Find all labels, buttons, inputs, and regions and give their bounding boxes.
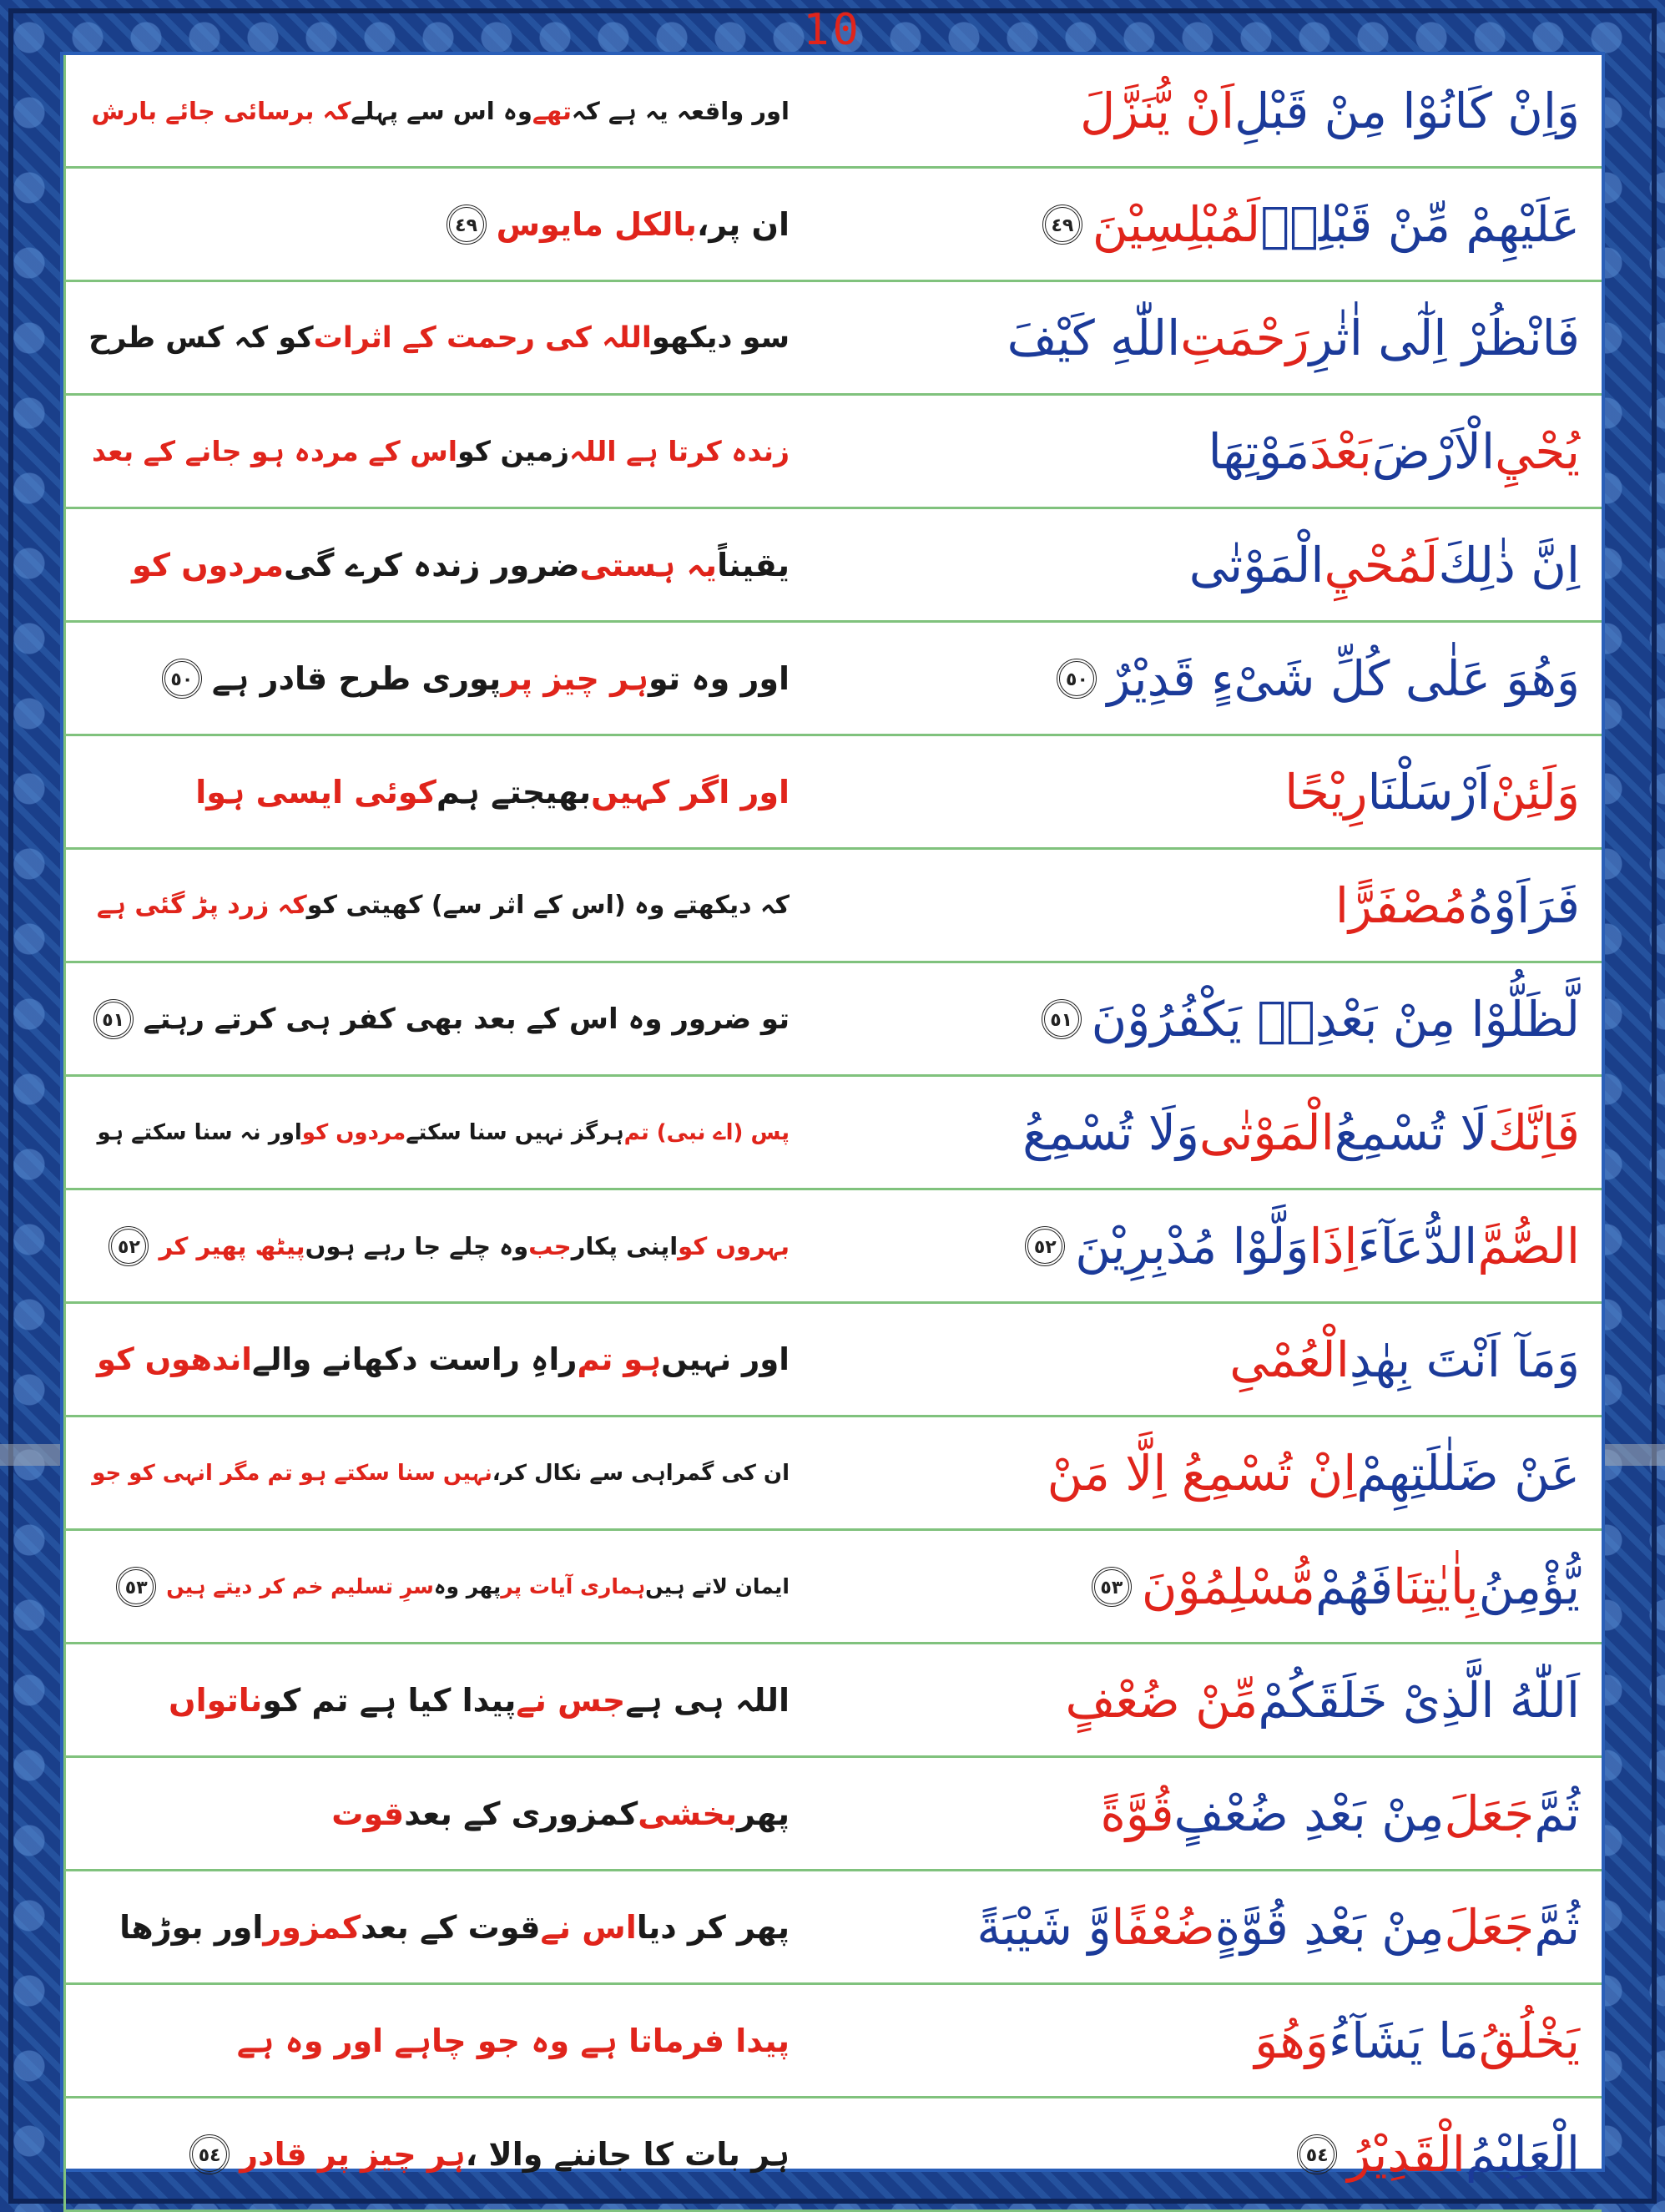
arabic-segment: عَنْ ضَلٰلَتِهِمْ (1356, 1444, 1580, 1502)
arabic-segment: الْمَوْتٰى (1188, 536, 1324, 593)
arabic-segment: وَلَّوْا مُدْبِرِيْنَ (1075, 1217, 1309, 1275)
urdu-segment: ایمان لاتے ہیں (645, 1574, 790, 1598)
arabic-segment: وَّ شَيْبَةً (976, 1898, 1112, 1956)
urdu-segment: پیدا کیا ہے تم کو (262, 1681, 517, 1719)
urdu-segment: زندہ کرتا ہے اللہ (569, 435, 790, 467)
urdu-translation (63, 850, 815, 961)
arabic-segment: وَهُوَ (1254, 2012, 1329, 2069)
urdu-translation (63, 55, 815, 166)
arabic-segment: الدُّعَآءَ (1357, 1217, 1478, 1275)
verse-row (63, 396, 1602, 509)
arabic-segment: الْاَرْضَ (1371, 422, 1496, 480)
verse-row (63, 1871, 1602, 1985)
arabic-text (815, 1190, 1605, 1301)
arabic-segment: مُصْفَرًّا (1335, 876, 1468, 934)
ayah-number-marker: ٥٣ (116, 1567, 156, 1607)
arabic-segment: رِيْحًا (1284, 763, 1368, 821)
arabic-text (815, 396, 1605, 507)
urdu-segment: کمزور (263, 1908, 361, 1946)
arabic-text (815, 1531, 1605, 1642)
ayah-number-marker: ٥٤ (189, 2134, 230, 2174)
arabic-segment: اِنَّ ذٰلِكَ (1438, 536, 1580, 593)
verse-row (63, 55, 1602, 169)
urdu-segment: ہو تم (577, 1341, 662, 1377)
arabic-segment: وَمَآ اَنْتَ بِهٰدِ (1349, 1331, 1580, 1388)
urdu-segment: وہ چلے جا رہے ہوں (305, 1231, 529, 1260)
urdu-segment: بالکل مایوس (496, 205, 697, 243)
arabic-segment: مِنْ بَعْدِ ضُعْفٍ (1173, 1785, 1445, 1842)
verse-row (63, 2098, 1602, 2212)
verse-row (63, 1758, 1602, 1871)
urdu-segment: اور بوڑھا (119, 1908, 264, 1946)
verse-row (63, 1077, 1602, 1190)
arabic-segment: الْعَلِيْمُ (1465, 2125, 1580, 2183)
ayah-number-marker: ٥١ (93, 999, 134, 1039)
urdu-segment: اور نہ سنا سکتے ہو (97, 1119, 302, 1145)
urdu-translation (63, 963, 815, 1074)
urdu-segment: تو ضرور وہ اس کے بعد بھی کفر ہی کرتے رہتے (143, 1002, 790, 1036)
arabic-segment: اَرْسَلْنَا (1367, 763, 1491, 821)
ayah-number-marker: ٤٩ (1042, 205, 1082, 245)
arabic-segment: فَاِنَّكَ (1487, 1103, 1580, 1161)
arabic-segment: الصُّمَّ (1477, 1217, 1580, 1275)
arabic-segment: اِنْ تُسْمِعُ اِلَّا مَنْ (1047, 1444, 1357, 1502)
urdu-segment: یہ ہستی (579, 546, 718, 583)
arabic-text (815, 1417, 1605, 1528)
arabic-segment: الْعُمْىِ (1229, 1331, 1350, 1388)
urdu-segment: تھے (532, 96, 572, 125)
arabic-segment: لَا تُسْمِعُ (1334, 1103, 1488, 1161)
arabic-segment: فَرَاَوْهُ (1467, 876, 1580, 934)
arabic-text (815, 55, 1605, 166)
verse-row (63, 169, 1602, 282)
arabic-segment: يَخْلُقُ (1478, 2012, 1580, 2069)
arabic-segment: بِاٰيٰتِنَا (1393, 1558, 1479, 1615)
verse-row (63, 1985, 1602, 2098)
urdu-segment: اس نے (540, 1908, 637, 1946)
verse-row (63, 963, 1602, 1077)
arabic-segment: يُّؤْمِنُ (1478, 1558, 1580, 1615)
urdu-translation (63, 169, 815, 280)
arabic-segment: اَنْ يُّنَزَّلَ (1080, 82, 1235, 139)
verse-row (63, 1417, 1602, 1531)
arabic-segment: قُوَّةً (1100, 1785, 1174, 1842)
urdu-segment: قوت کے بعد (361, 1908, 541, 1946)
ayah-number-marker: ٥٢ (1025, 1226, 1065, 1266)
ayah-number-marker: ٥٠ (1057, 659, 1097, 699)
urdu-segment: اللہ کی رحمت کے اثرات (313, 321, 652, 355)
arabic-segment: مُّسْلِمُوْنَ (1141, 1558, 1315, 1615)
arabic-text (815, 1304, 1605, 1415)
urdu-segment: بھیجتے ہم (436, 773, 592, 811)
urdu-translation (63, 1190, 815, 1301)
arabic-segment: مِنْ بَعْدِ قُوَّةٍ (1214, 1898, 1445, 1956)
arabic-segment: يُحْيِ (1495, 422, 1580, 480)
ayah-number-marker: ٥٢ (108, 1226, 149, 1266)
arabic-segment: وَلَا تُسْمِعُ (1022, 1103, 1199, 1161)
arabic-text (815, 2098, 1605, 2209)
urdu-segment: سرِ تسلیم خم کر دیتے ہیں (166, 1574, 434, 1598)
urdu-segment: ان کی گمراہی سے نکال کر، (492, 1460, 790, 1486)
urdu-segment: بہروں کو (678, 1231, 790, 1260)
ayah-number-marker: ٥٣ (1092, 1567, 1132, 1607)
arabic-segment: الْمَوْتٰى (1199, 1103, 1335, 1161)
urdu-segment: اور وہ تو (648, 659, 790, 697)
verse-row (63, 282, 1602, 396)
arabic-text (815, 1644, 1605, 1755)
urdu-segment: کمزوری کے بعد (404, 1795, 638, 1832)
urdu-segment: راہِ راست دکھانے والے (251, 1341, 578, 1377)
arabic-segment: اِذَا (1309, 1217, 1358, 1275)
arabic-segment: مَا يَشَآءُ (1328, 2012, 1479, 2069)
urdu-translation (63, 1417, 815, 1528)
urdu-segment: جب (528, 1231, 572, 1260)
arabic-segment: عَلَيْهِمْ مِّنْ قَبْلِهٖ (1260, 195, 1580, 253)
arabic-text (815, 963, 1605, 1074)
arabic-text (815, 1985, 1605, 2096)
urdu-segment: ہماری آیات پر (501, 1574, 646, 1598)
arabic-text (815, 736, 1605, 847)
urdu-segment: یقیناً (717, 546, 790, 583)
urdu-segment: پھر وہ (433, 1574, 502, 1598)
urdu-segment: کو کہ کس طرح (88, 321, 314, 355)
urdu-segment: اندھوں کو (97, 1341, 252, 1377)
urdu-segment: نہیں سنا سکتے ہو تم مگر انہی کو جو (92, 1460, 492, 1486)
urdu-translation (63, 1077, 815, 1188)
urdu-segment: پیٹھ پھیر کر (159, 1231, 305, 1260)
urdu-segment: مردوں کو (301, 1119, 406, 1145)
verse-row (63, 623, 1602, 736)
urdu-segment: کہ دیکھتے وہ (اس کے اثر سے) کھیتی کو (306, 891, 790, 920)
arabic-segment: ثُمَّ (1534, 1898, 1580, 1956)
arabic-segment: بَعْدَ (1309, 422, 1372, 480)
urdu-segment: پیدا فرماتا ہے وہ جو چاہے اور وہ ہے (236, 2022, 790, 2059)
urdu-translation (63, 1871, 815, 1982)
urdu-translation (63, 1644, 815, 1755)
arabic-segment: وَهُوَ عَلٰى كُلِّ شَىْءٍ قَدِيْرٌ (1107, 649, 1580, 707)
urdu-translation (63, 396, 815, 507)
urdu-translation (63, 623, 815, 734)
ayah-number-marker: ٥٤ (1297, 2134, 1337, 2174)
urdu-segment: ہرگز نہیں سنا سکتے (406, 1119, 624, 1145)
urdu-segment: بخشی (638, 1795, 737, 1832)
arabic-segment: جَعَلَ (1444, 1785, 1535, 1842)
arabic-segment: اَللّٰهُ الَّذِىْ خَلَقَكُمْ (1258, 1671, 1580, 1729)
urdu-segment: اور اگر کہیں (591, 773, 790, 811)
arabic-segment: لَمُبْلِسِيْنَ (1092, 195, 1261, 253)
urdu-segment: کہ زرد پڑ گئی ہے (96, 891, 307, 920)
urdu-translation (63, 509, 815, 620)
verse-row (63, 509, 1602, 623)
urdu-segment: زمین کو (457, 435, 570, 467)
urdu-segment: ضرور زندہ کرے گی (283, 546, 580, 583)
urdu-segment: اپنی پکار (571, 1231, 679, 1260)
urdu-segment: اللہ ہی ہے (625, 1681, 790, 1719)
verse-row (63, 1190, 1602, 1304)
urdu-segment: مردوں کو (132, 546, 284, 583)
arabic-text (815, 169, 1605, 280)
ayah-number-marker: ٥١ (1042, 999, 1082, 1039)
arabic-text (815, 1077, 1605, 1188)
urdu-translation (63, 736, 815, 847)
arabic-segment: مَوْتِهَا (1208, 422, 1310, 480)
ayah-number-marker: ٥٠ (162, 659, 202, 699)
verse-row (63, 1531, 1602, 1644)
page-number: 10 (803, 5, 862, 55)
arabic-text (815, 850, 1605, 961)
arabic-segment: جَعَلَ (1444, 1898, 1535, 1956)
arabic-segment: لَّظَلُّوْا مِنْ بَعْدِهٖ يَكْفُرُوْنَ (1091, 990, 1580, 1048)
urdu-segment: پس (اے نبی) تم (623, 1119, 790, 1145)
urdu-translation (63, 1985, 815, 2096)
urdu-translation (63, 282, 815, 393)
urdu-segment: پھر (737, 1795, 790, 1832)
arabic-text (815, 282, 1605, 393)
urdu-segment: سو دیکھو (651, 321, 790, 355)
arabic-segment: فَانْظُرْ اِلٰٓى اٰثٰرِ (1309, 309, 1580, 366)
urdu-segment: ہر چیز پر (501, 659, 649, 697)
urdu-translation (63, 1304, 815, 1415)
urdu-translation (63, 1758, 815, 1869)
arabic-segment: ضُعْفًا (1111, 1898, 1215, 1956)
verse-row (63, 1644, 1602, 1758)
urdu-segment: ان پر، (696, 205, 790, 243)
arabic-text (815, 623, 1605, 734)
arabic-segment: لَمُحْيِ (1324, 536, 1439, 593)
urdu-segment: کہ برسائی جائے بارش (91, 96, 351, 125)
arabic-segment: وَاِنْ كَانُوْا مِنْ قَبْلِ (1234, 82, 1580, 139)
verse-row (63, 1304, 1602, 1417)
verse-row (63, 736, 1602, 850)
arabic-segment: رَحْمَتِ (1180, 309, 1309, 366)
urdu-segment: پوری طرح قادر ہے (211, 659, 502, 697)
arabic-segment: ثُمَّ (1534, 1785, 1580, 1842)
urdu-segment: وہ اس سے پہلے (351, 96, 532, 125)
urdu-segment: اور واقعہ یہ ہے کہ (571, 96, 790, 125)
urdu-segment: اس کے مردہ ہو جانے کے بعد (92, 435, 458, 467)
urdu-segment: جس نے (516, 1681, 626, 1719)
arabic-segment: فَهُمْ (1314, 1558, 1394, 1615)
arabic-segment: وَلَئِنْ (1490, 763, 1580, 821)
urdu-segment: قوت (331, 1795, 405, 1832)
verse-row (63, 850, 1602, 963)
arabic-segment: اللّٰهِ كَيْفَ (1007, 309, 1181, 366)
arabic-text (815, 1758, 1605, 1869)
urdu-translation (63, 1531, 815, 1642)
urdu-segment: اور نہیں (661, 1341, 790, 1377)
urdu-segment: ناتواں (169, 1681, 263, 1719)
urdu-segment: کوئی ایسی ہوا (195, 773, 436, 811)
arabic-segment: مِّنْ ضُعْفٍ (1065, 1671, 1259, 1729)
arabic-text (815, 509, 1605, 620)
arabic-segment: الْقَدِيْرُ (1347, 2125, 1466, 2183)
urdu-segment: پھر کر دیا (636, 1908, 790, 1946)
arabic-text (815, 1871, 1605, 1982)
urdu-segment: ہر بات کا جاننے والا ، (465, 2135, 790, 2173)
urdu-translation (63, 2098, 815, 2209)
urdu-segment: ہر چیز پر قادر (240, 2135, 466, 2173)
ayah-number-marker: ٤٩ (447, 205, 487, 245)
verse-panel (60, 52, 1605, 2183)
